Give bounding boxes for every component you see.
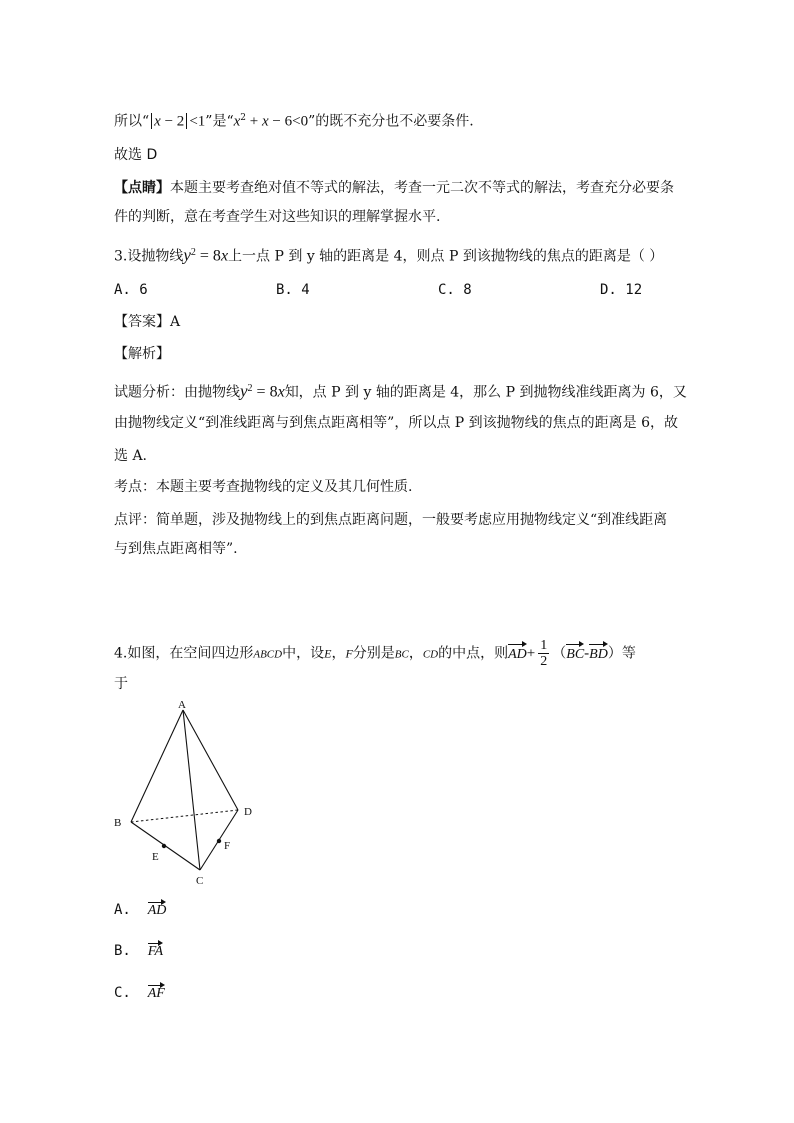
label-d: D (244, 806, 252, 818)
tetrahedron-figure (110, 698, 270, 890)
q4-option-a (114, 900, 166, 919)
point-e (162, 844, 166, 848)
math-text: CD (422, 648, 439, 661)
text: 上一点 P 到 y 轴的距离是 4，则点 P 到该抛物线的焦点的距离是（ ） (228, 248, 664, 265)
option-label: B. (114, 943, 131, 959)
q4-option-b (114, 941, 163, 960)
question-4 (114, 638, 636, 669)
numerator: 1 (540, 638, 548, 653)
text: 中，设 (282, 645, 325, 662)
text: 试题分析：由抛物线 (114, 384, 240, 401)
math-text: BC (394, 648, 409, 661)
label-c: C (196, 875, 204, 887)
question-4-cont: 于 (114, 676, 128, 692)
vector: AF (148, 983, 165, 1002)
label-a: A (178, 699, 186, 711)
math-text: ABCD (253, 648, 283, 661)
answer-label: 【答案】A (114, 314, 181, 330)
denominator: 2 (540, 654, 548, 669)
vector-bd: BD (589, 642, 608, 665)
text: ”的既不充分也不必要条件. (308, 113, 474, 130)
q4-option-c (114, 983, 165, 1002)
text-line-3 (114, 178, 674, 198)
text: （ (552, 645, 567, 662)
math-text: F (345, 646, 353, 661)
solution-line-1: 试题分析：由抛物线$y^2 = 8x$知，点 P 到 y 轴的距离是 4，那么 P 到抛物线准线距离为 6，又 (114, 381, 687, 401)
option-label: C. (114, 985, 131, 1001)
edge-ad (183, 710, 238, 810)
option-label: A. (114, 902, 131, 918)
point-f (217, 839, 221, 843)
option-a: A. 6 (114, 282, 148, 298)
solution-line-3: 选 A. (114, 448, 148, 464)
dianping-line-1: 点评：简单题，涉及抛物线上的到焦点距离问题，一般要考虑应用抛物线定义“到准线距离 (114, 512, 668, 528)
text: 的中点，则 (438, 645, 509, 662)
vector-ad: AD (508, 642, 527, 665)
math-text: E (324, 646, 332, 661)
label-b: B (114, 817, 122, 829)
vector-bc: BC (566, 642, 584, 665)
option-d: D. 12 (600, 282, 643, 298)
text-line-1: 所以“ x − 2 <1”是“$x^2 + x - 6<0$”的既不充分也不必要条件. (114, 113, 474, 130)
dianping-line-2: 与到焦点距离相等”. (114, 541, 238, 557)
text: 所以“ (114, 113, 150, 130)
text: 4.如图，在空间四边形 (114, 645, 254, 662)
text: ， (331, 645, 346, 662)
text: 3.设抛物线 (114, 248, 184, 265)
question-3: 3.设抛物线$y^2 = 8x$上一点 P 到 y 轴的距离是 4，则点 P 到该抛物线的焦点的距离是（ ） (114, 245, 664, 265)
text-line-2: 故选 D (114, 147, 158, 163)
label-e: E (152, 851, 159, 863)
math-text: + (526, 645, 536, 662)
text: ）等 (607, 645, 636, 662)
option-c: C. 8 (438, 282, 472, 298)
text: 知，点 P 到 y 轴的距离是 4，那么 P 到抛物线准线距离为 6，又 (284, 384, 687, 401)
text-line-4: 件的判断，意在考查学生对这些知识的理解掌握水平. (114, 209, 441, 225)
text: 本题主要考查绝对值不等式的解法，考查一元二次不等式的解法，考查充分必要条 (170, 180, 674, 196)
analysis-label: 【解析】 (114, 346, 170, 362)
kaodian-line: 考点：本题主要考查抛物线的定义及其几何性质. (114, 479, 413, 495)
edge-bd-hidden (131, 810, 238, 822)
text: ， (408, 645, 423, 662)
solution-line-2: 由抛物线定义“到准线距离与到焦点距离相等”，所以点 P 到该抛物线的焦点的距离是 6，故 (114, 415, 678, 431)
edge-ac (183, 710, 200, 870)
section-tag: 【点睛】 (114, 180, 170, 196)
math-text: - (584, 645, 590, 662)
vector: FA (148, 941, 163, 960)
label-f: F (224, 840, 231, 852)
text: 分别是 (352, 645, 395, 662)
vector: AD (148, 900, 167, 919)
option-b: B. 4 (276, 282, 310, 298)
fraction-half (538, 638, 549, 669)
text: ”是“ (205, 113, 234, 130)
edge-ab (131, 710, 183, 822)
